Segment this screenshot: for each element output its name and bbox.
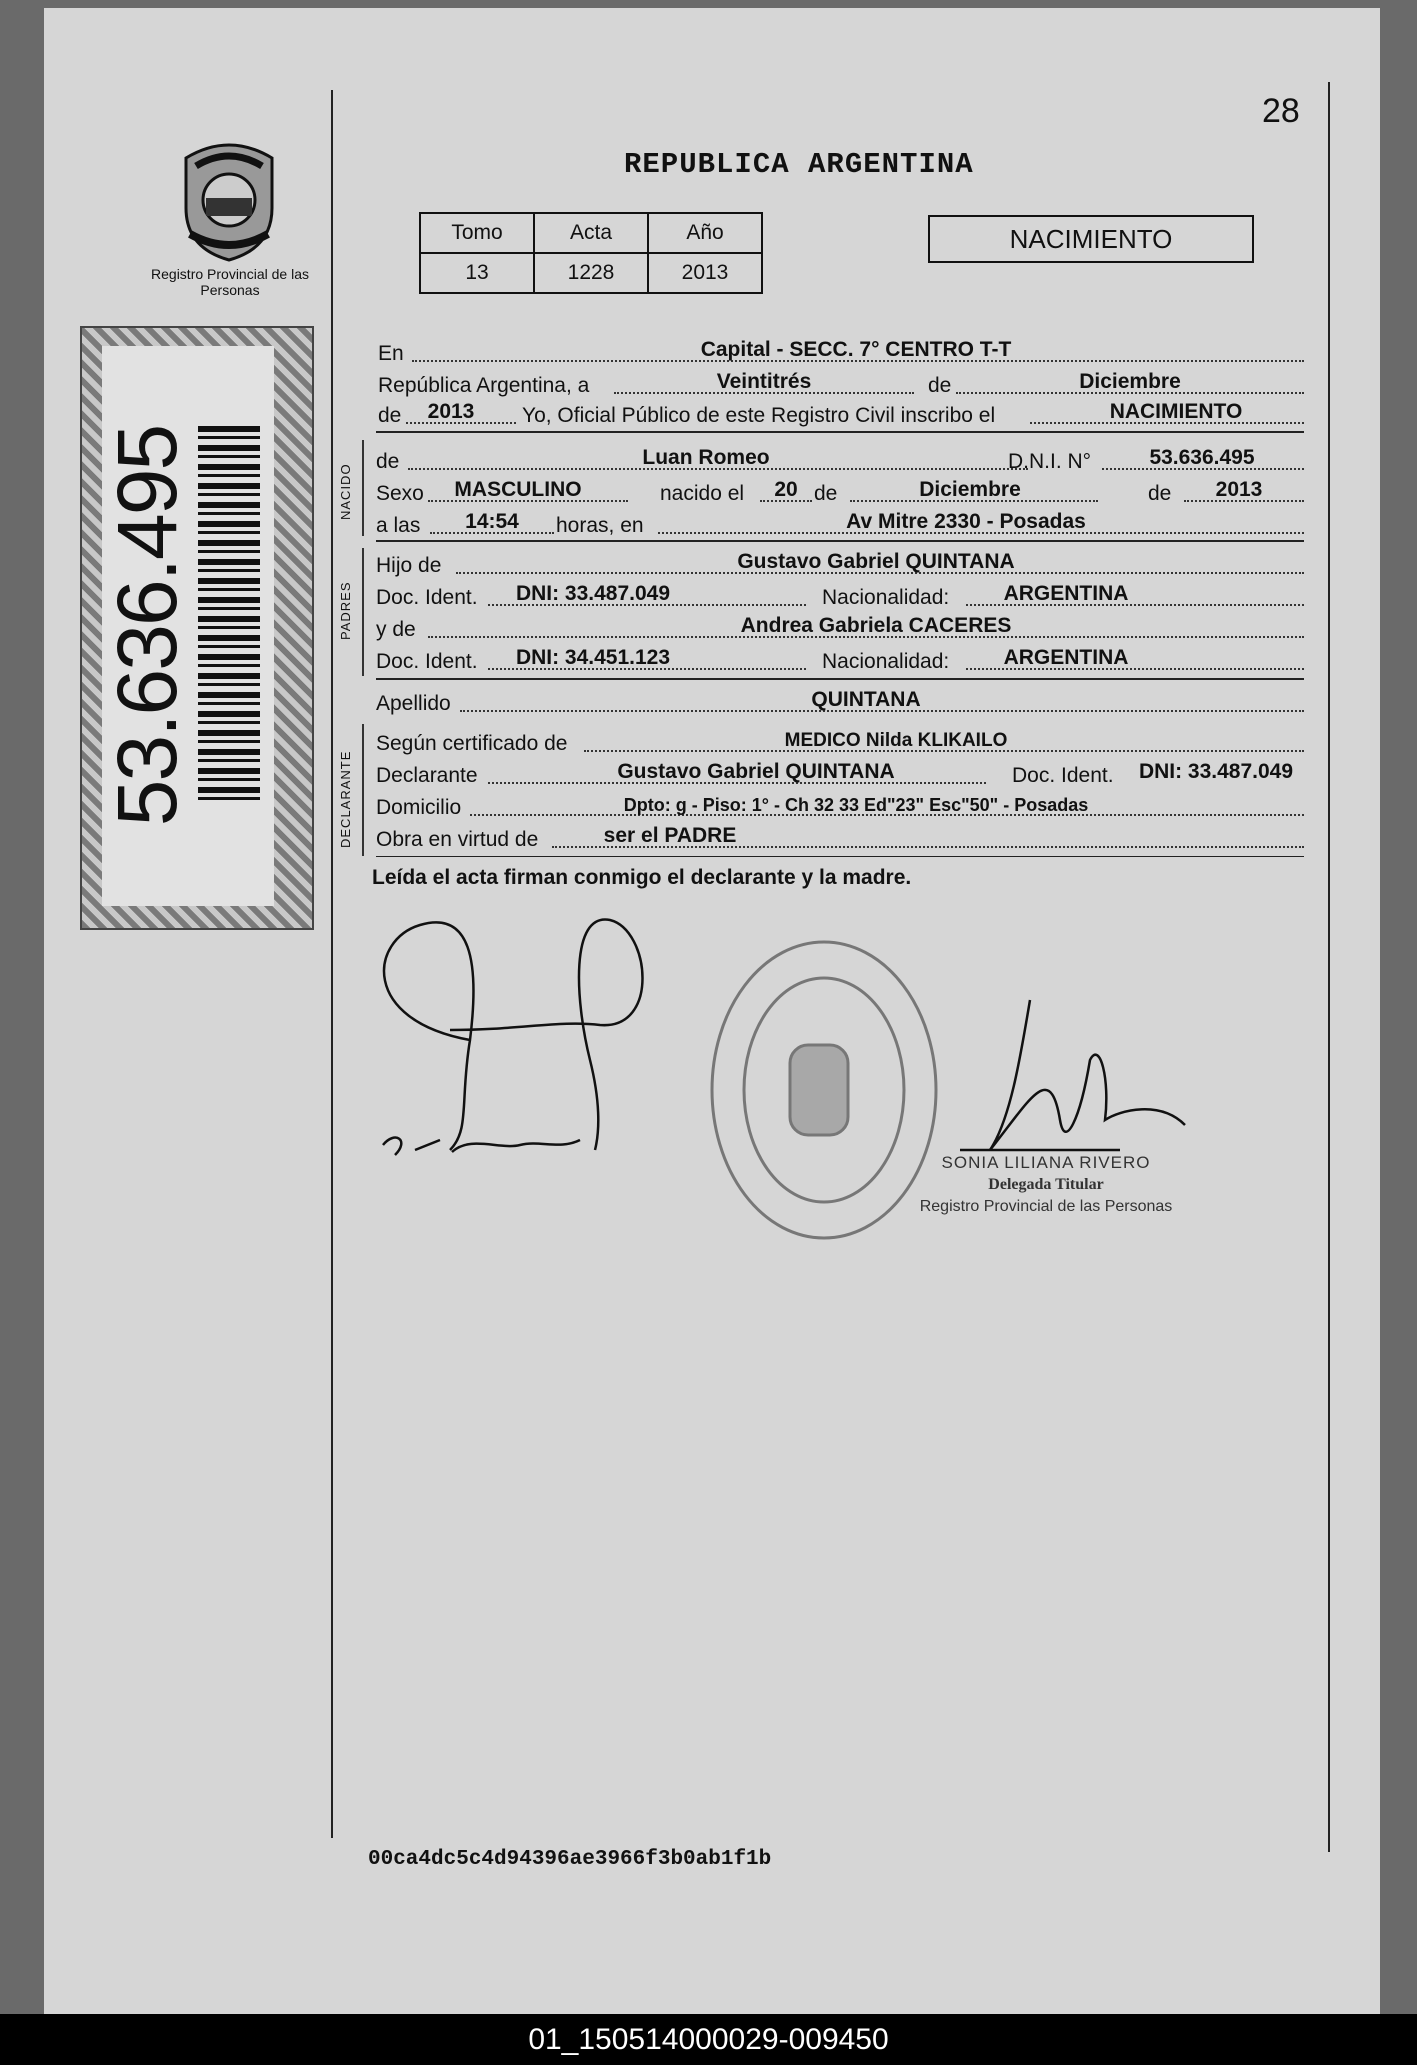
value-madre-doc: DNI: 34.451.123 [515,646,671,669]
label-hijo-de: Hijo de [376,554,442,577]
label-de-anio: de [378,404,402,427]
value-padre-nac: ARGENTINA [1003,582,1129,605]
value-declarante: Gustavo Gabriel QUINTANA [617,760,895,783]
official-signature [960,1000,1185,1150]
header-anio: Año [648,213,762,253]
label-a-las: a las [376,514,421,537]
section-label-declarante: DECLARANTE [338,750,353,848]
value-tomo: 13 [420,253,534,293]
label-obra: Obra en virtud de [376,828,539,851]
value-madre-nac: ARGENTINA [1003,646,1129,669]
section-label-padres: PADRES [338,581,353,640]
declarant-signature [383,919,643,1155]
value-dni: 53.636.495 [1149,446,1255,469]
label-horas-en: horas, en [556,514,644,537]
official-office: Registro Provincial de las Personas [919,1198,1173,1215]
label-sexo: Sexo [376,482,424,505]
label-nacionalidad-padre: Nacionalidad: [822,586,950,609]
label-nacionalidad-madre: Nacionalidad: [822,650,950,673]
label-en: En [378,342,404,365]
label-doc-ident-padre: Doc. Ident. [376,586,478,609]
value-sexo: MASCULINO [454,478,582,501]
header-tomo: Tomo [420,213,534,253]
value-padre-doc: DNI: 33.487.049 [515,582,671,605]
value-padre: Gustavo Gabriel QUINTANA [737,550,1015,573]
label-de-mes: de [928,374,952,397]
page-number: 28 [1262,92,1300,130]
value-acta: 1228 [534,253,648,293]
document-title: REPUBLICA ARGENTINA [624,148,974,181]
value-nombre: Luan Romeo [642,446,770,469]
barcode-number: 53.636.495 [100,425,194,827]
record-type-box: NACIMIENTO [928,215,1254,263]
label-domicilio: Domicilio [376,796,462,819]
label-de-nombre: de [376,450,400,473]
value-apellido: QUINTANA [811,688,921,711]
value-mes-nac: Diciembre [919,478,1021,501]
section-label-nacido: NACIDO [338,463,353,520]
value-declarante-doc: DNI: 33.487.049 [1138,760,1294,783]
document-hash: 00ca4dc5c4d94396ae3966f3b0ab1f1b [368,1848,772,1871]
value-dia-letras: Veintitrés [716,370,812,393]
value-lugar: Capital - SECC. 7° CENTRO T-T [700,338,1012,361]
closing-statement: Leída el acta firman conmigo el declarante y la madre. [372,866,912,889]
value-acto: NACIMIENTO [1109,400,1243,423]
official-role: Delegada Titular [988,1176,1104,1193]
registro-label: Registro Provincial de las Personas [151,266,309,298]
value-lugar-nac: Av Mitre 2330 - Posadas [846,510,1086,533]
header-acta: Acta [534,213,648,253]
value-anio: 2013 [427,400,475,423]
label-de-mes-nac: de [814,482,838,505]
value-madre: Andrea Gabriela CACERES [740,614,1012,637]
label-nacido-el: nacido el [660,482,745,505]
label-y-de: y de [376,618,416,641]
label-apellido: Apellido [376,692,451,715]
value-certificado: MEDICO Nilda KLIKAILO [784,730,1008,751]
label-declarante: Declarante [376,764,478,787]
label-yo: Yo, Oficial Público de este Registro Civil inscribo el [522,404,996,427]
label-segun: Según certificado de [376,732,568,755]
official-signature-block [916,1152,1176,1218]
value-domicilio: Dpto: g - Piso: 1° - Ch 32 33 Ed"23" Esc"50" - Posadas [623,795,1089,815]
label-de-anio-nac: de [1148,482,1172,505]
value-hora: 14:54 [465,510,519,533]
label-dni: D.N.I. N° [1008,450,1092,473]
value-mes: Diciembre [1079,370,1181,393]
value-dia-nac: 20 [774,478,798,501]
label-republica: República Argentina, a [378,374,590,397]
official-name: SONIA LILIANA RIVERO [941,1153,1151,1172]
file-id: 01_150514000029-009450 [0,2014,1417,2065]
value-anio: 2013 [648,253,762,293]
official-stamp [712,942,936,1238]
label-doc-ident-madre: Doc. Ident. [376,650,478,673]
label-doc-ident-declarante: Doc. Ident. [1012,764,1114,787]
value-obra: ser el PADRE [603,824,737,847]
value-anio-nac: 2013 [1215,478,1263,501]
